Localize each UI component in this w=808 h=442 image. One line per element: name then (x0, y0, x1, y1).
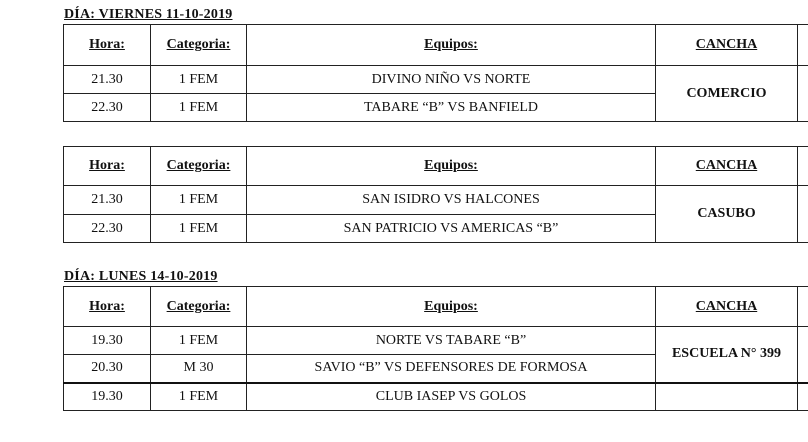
hora-cell: 19.30 (64, 327, 151, 355)
header-cancha: CANCHA (656, 147, 798, 186)
cancha-cell: COMERCIO (656, 66, 798, 122)
day-title-lunes: DÍA: LUNES 14-10-2019 (64, 269, 218, 284)
header-equipos: Equipos: (247, 25, 656, 66)
categoria-cell: 1 FEM (151, 383, 247, 411)
header-hora: Hora: (64, 25, 151, 66)
header-row (64, 147, 808, 186)
header-cancha: CANCHA (656, 287, 798, 327)
header-row (64, 287, 808, 327)
header-cancha: CANCHA (656, 25, 798, 66)
extra-cell (798, 186, 808, 243)
header-equipos: Equipos: (247, 287, 656, 327)
cancha-cell-empty (656, 383, 798, 411)
cancha-cell: CASUBO (656, 186, 798, 243)
fixture-table-casubo (63, 146, 808, 243)
table-row (64, 186, 808, 215)
hora-cell: 20.30 (64, 355, 151, 383)
fixture-table-comercio (63, 24, 808, 122)
extra-cell (798, 327, 808, 383)
cancha-cell: ESCUELA N° 399 (656, 327, 798, 383)
categoria-cell: 1 FEM (151, 66, 247, 94)
header-hora: Hora: (64, 147, 151, 186)
extra-cell (798, 25, 808, 66)
categoria-cell: 1 FEM (151, 94, 247, 122)
header-categoria: Categoria: (151, 147, 247, 186)
day-title-viernes: DÍA: VIERNES 11-10-2019 (64, 7, 233, 22)
equipos-cell: SAN ISIDRO VS HALCONES (247, 186, 656, 215)
categoria-cell: 1 FEM (151, 186, 247, 215)
table-row (64, 383, 808, 411)
extra-cell (798, 147, 808, 186)
hora-cell: 21.30 (64, 186, 151, 215)
equipos-cell: DIVINO NIÑO VS NORTE (247, 66, 656, 94)
categoria-cell: M 30 (151, 355, 247, 383)
equipos-cell: CLUB IASEP VS GOLOS (247, 383, 656, 411)
categoria-cell: 1 FEM (151, 215, 247, 243)
categoria-cell: 1 FEM (151, 327, 247, 355)
table-row (64, 327, 808, 355)
fixture-table-escuela (63, 286, 808, 411)
header-hora: Hora: (64, 287, 151, 327)
table-row (64, 66, 808, 94)
equipos-cell: SAVIO “B” VS DEFENSORES DE FORMOSA (247, 355, 656, 383)
hora-cell: 22.30 (64, 215, 151, 243)
hora-cell: 21.30 (64, 66, 151, 94)
header-categoria: Categoria: (151, 25, 247, 66)
header-equipos: Equipos: (247, 147, 656, 186)
extra-cell (798, 383, 808, 411)
hora-cell: 22.30 (64, 94, 151, 122)
equipos-cell: SAN PATRICIO VS AMERICAS “B” (247, 215, 656, 243)
header-row (64, 25, 808, 66)
extra-cell (798, 287, 808, 327)
hora-cell: 19.30 (64, 383, 151, 411)
equipos-cell: TABARE “B” VS BANFIELD (247, 94, 656, 122)
header-categoria: Categoria: (151, 287, 247, 327)
equipos-cell: NORTE VS TABARE “B” (247, 327, 656, 355)
extra-cell (798, 66, 808, 122)
